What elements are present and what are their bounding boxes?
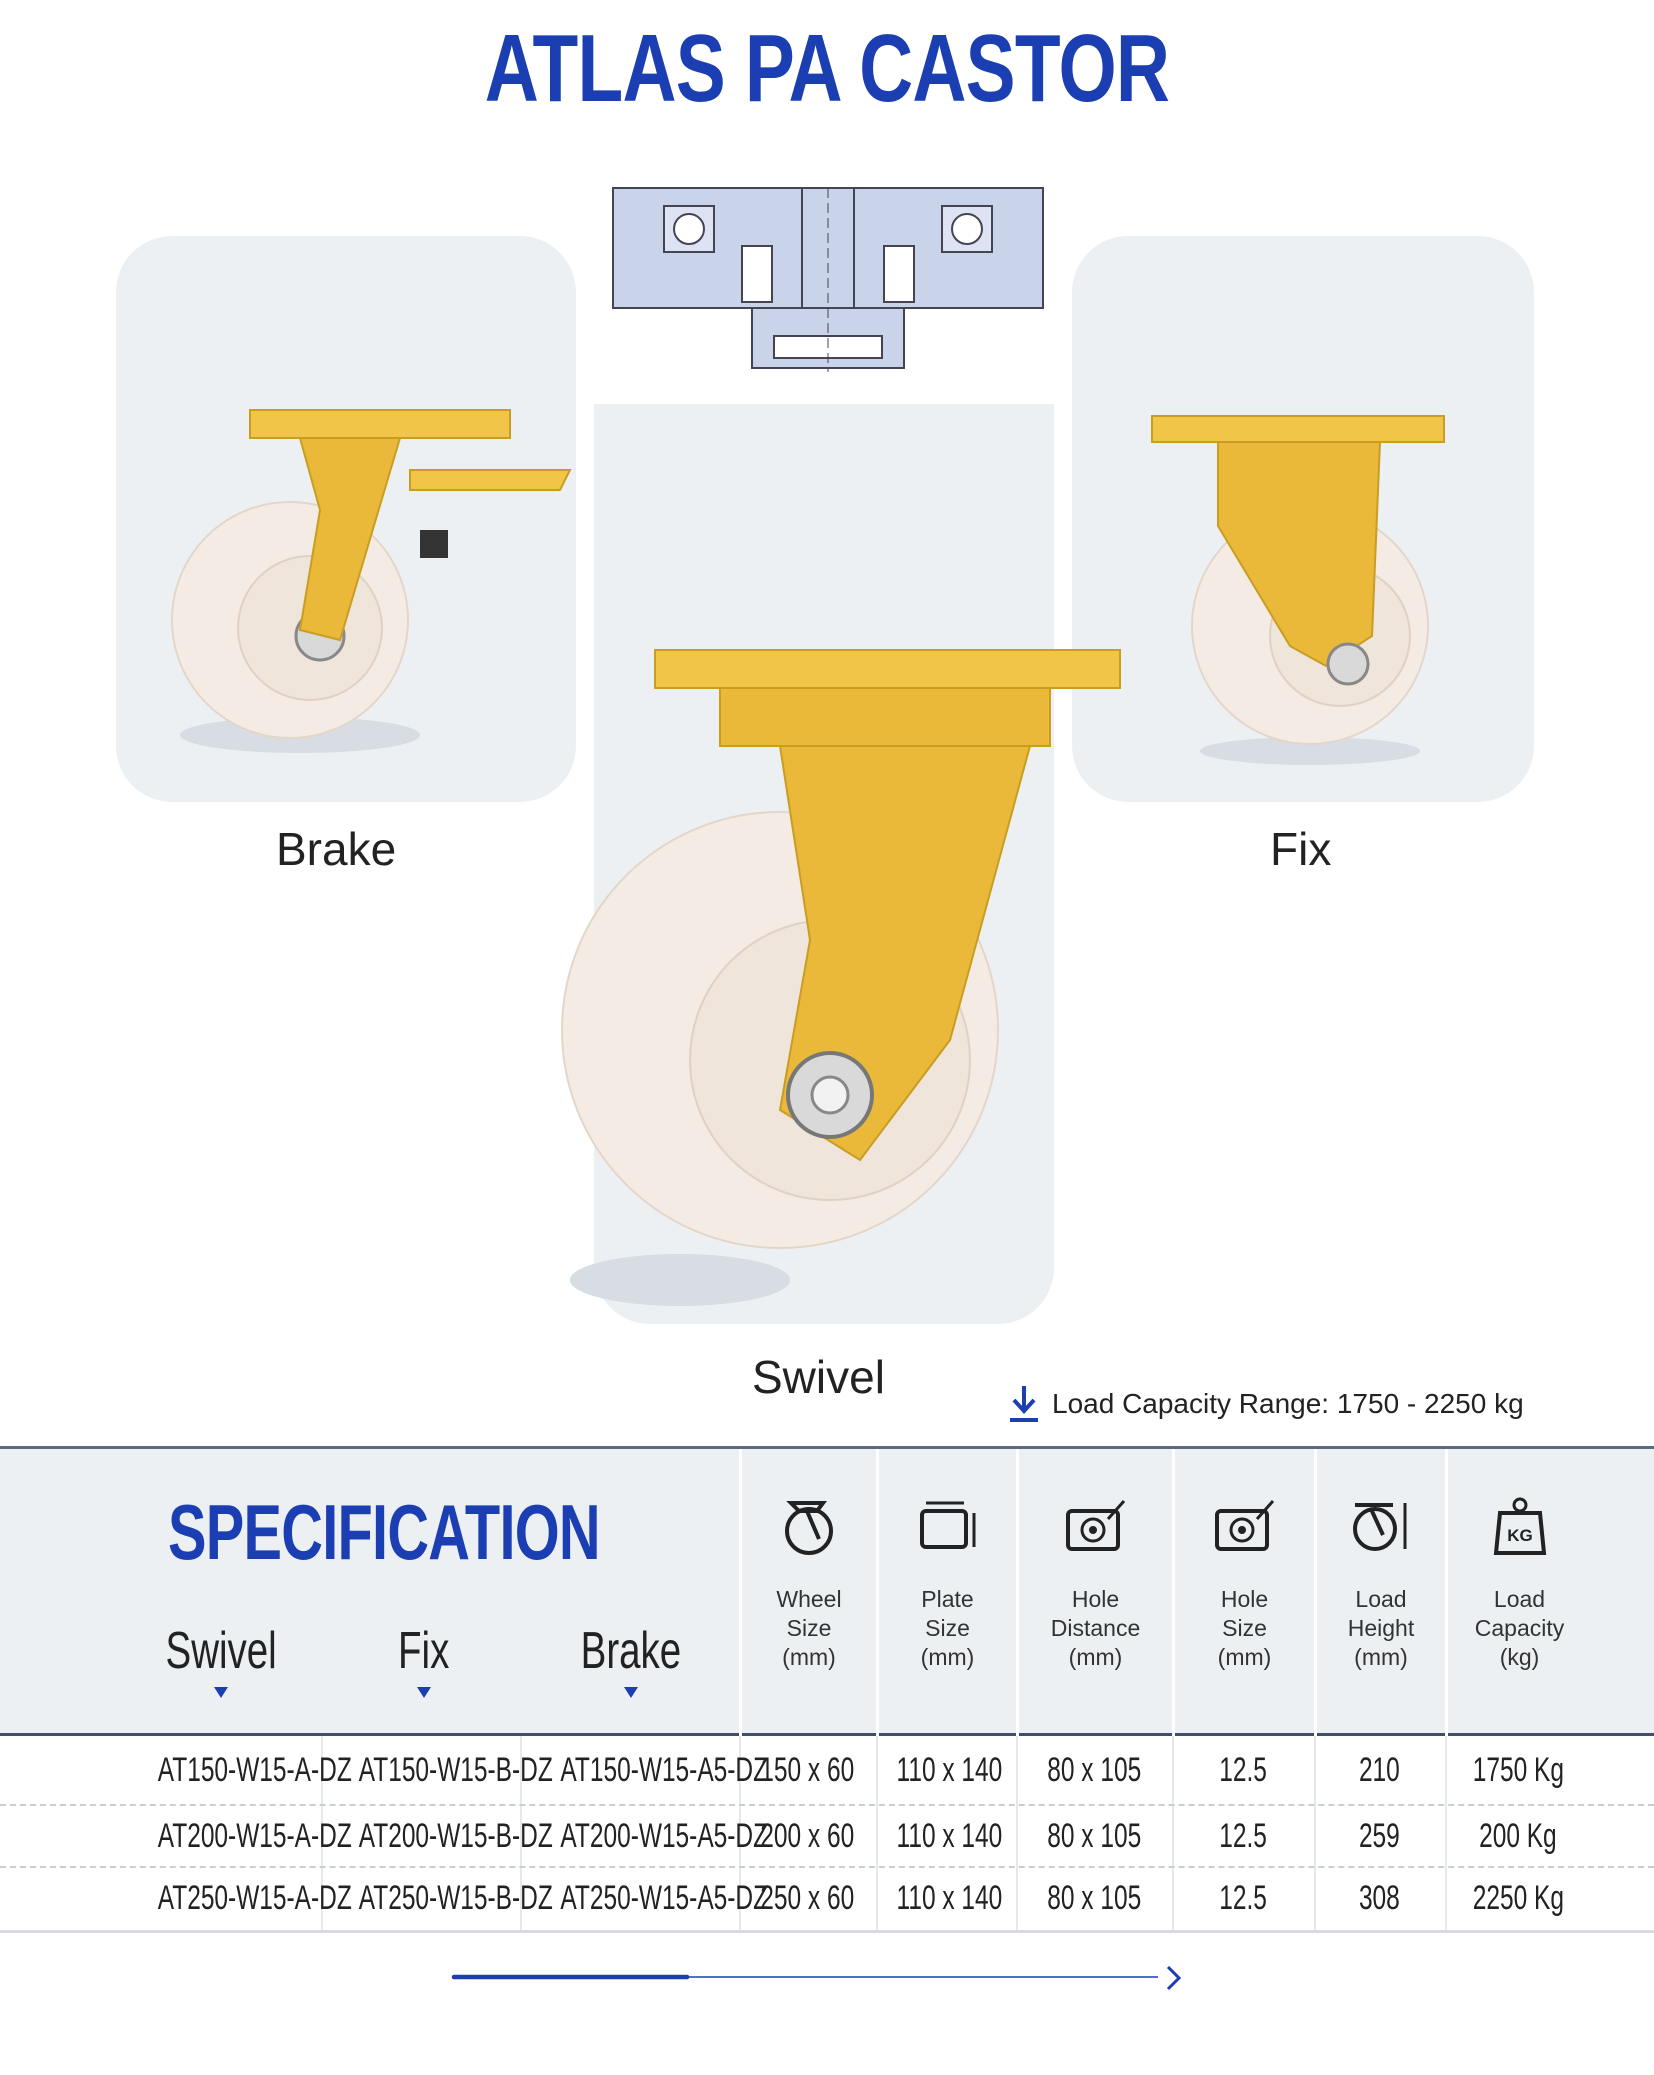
column-wheel-size: Wheel Size (mm) — [739, 1449, 876, 1736]
triangle-down-icon — [214, 1687, 228, 1698]
load-capacity-range-text: Load Capacity Range: 1750 - 2250 kg — [1052, 1388, 1524, 1419]
specification-table — [0, 1446, 1654, 1936]
fix-caption: Fix — [1270, 823, 1332, 875]
brake-castor-image — [150, 390, 580, 760]
table-row: AT200-W15-A-DZ AT200-W15-B-DZ AT200-W15-A5-DZ 200 x 60 110 x 140 80 x 105 12.5 259 200 Kg — [157, 1817, 1557, 1855]
table-row: AT150-W15-A-DZ AT150-W15-B-DZ AT150-W15-A5-DZ 150 x 60 110 x 140 80 x 105 12.5 210 1750 Kg — [157, 1751, 1564, 1789]
table-row: AT250-W15-A-DZ AT250-W15-B-DZ AT250-W15-A5-DZ 250 x 60 110 x 140 80 x 105 12.5 308 2250 Kg — [157, 1879, 1564, 1917]
kg-badge-text: KG — [1506, 1526, 1533, 1545]
hole-size-icon — [1213, 1495, 1277, 1559]
load-capacity-icon — [1488, 1495, 1552, 1559]
plate-size-icon — [916, 1495, 980, 1559]
wheel-size-icon — [777, 1495, 841, 1559]
column-load-height: Load Height (mm) — [1314, 1449, 1445, 1736]
triangle-down-icon — [417, 1687, 431, 1698]
variant-fix: Fix — [324, 1621, 524, 1698]
load-height-icon — [1349, 1495, 1413, 1559]
variant-brake: Brake — [531, 1621, 731, 1698]
variant-swivel: Swivel — [121, 1621, 321, 1698]
page-progress-bar — [88, 1966, 1548, 1996]
column-hole-size: Hole Size (mm) — [1172, 1449, 1314, 1736]
column-load-capacity: KG Load Capacity (kg) — [1445, 1449, 1591, 1736]
cross-section-drawing — [612, 186, 1044, 376]
swivel-castor-image — [530, 640, 1130, 1360]
column-hole-distance: Hole Distance (mm) — [1016, 1449, 1172, 1736]
download-arrow-icon — [1008, 1384, 1040, 1424]
next-arrow-icon — [1168, 1967, 1179, 1989]
brake-caption: Brake — [276, 823, 397, 875]
specification-header — [0, 1446, 1654, 1736]
swivel-caption: Swivel — [752, 1351, 885, 1403]
page-title: ATLAS PA CASTOR — [484, 15, 1170, 122]
load-capacity-range — [1008, 1384, 1524, 1424]
fix-castor-image — [1110, 406, 1510, 776]
triangle-down-icon — [624, 1687, 638, 1698]
hole-distance-icon — [1064, 1495, 1128, 1559]
specification-title: SPECIFICATION — [168, 1488, 600, 1576]
column-plate-size: Plate Size (mm) — [876, 1449, 1016, 1736]
